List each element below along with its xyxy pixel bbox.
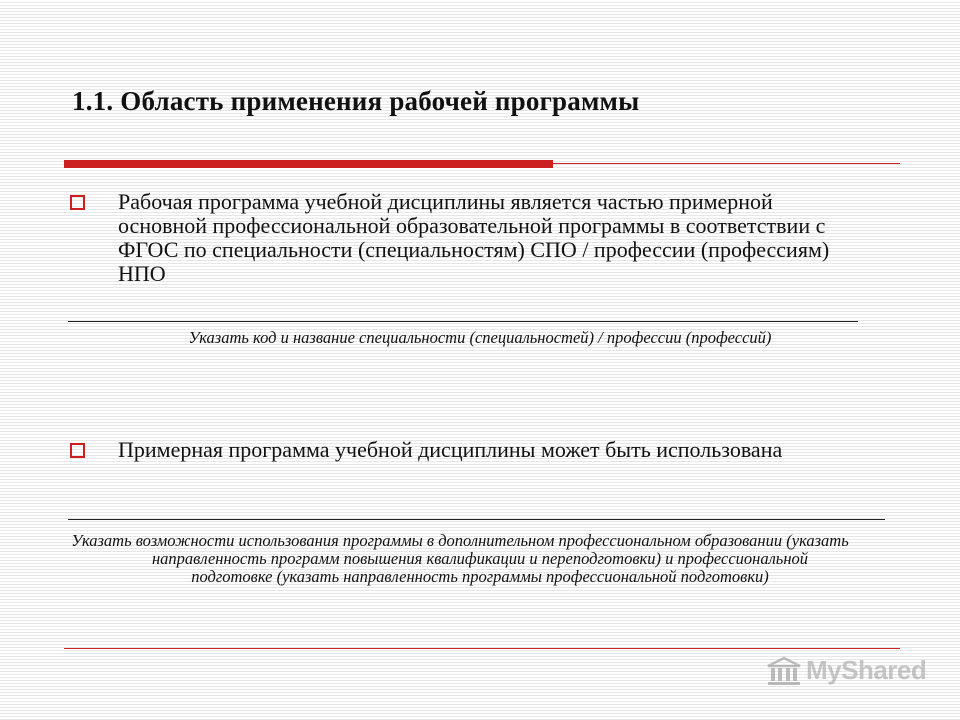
square-bullet-icon — [70, 443, 85, 458]
hint-text-2: Указать возможности использования программы в дополнительном профессиональном образовании (указать направленность программ повышения квалификации и переподготовки) и профессиональной подготовке (указать направленность программы профессиональной подготовки) — [71, 531, 849, 586]
bullet-text-2: Примерная программа учебной дисциплины может быть использована — [118, 437, 783, 462]
bottom-divider — [64, 648, 900, 649]
watermark-text: MyShared — [806, 655, 927, 685]
square-bullet-icon — [70, 195, 85, 210]
slide-title: 1.1. Область применения рабочей программы — [72, 86, 640, 116]
bullet-text-1: Рабочая программа учебной дисциплины является частью примерной основной профессиональной образовательной программы в соответствии с ФГОС по специальности (специальностям) СПО / профессии (профессиям) НПО — [118, 189, 830, 286]
title-underline-thick — [64, 160, 553, 168]
hint-text-1: Указать код и название специальности (специальностей) / профессии (профессий) — [188, 328, 772, 347]
fill-in-line-1 — [68, 321, 858, 322]
bullet-item-2 — [70, 438, 860, 462]
bullet-item-1 — [70, 190, 860, 286]
building-icon — [766, 656, 802, 686]
fill-in-line-2 — [68, 519, 885, 520]
watermark-logo — [766, 655, 926, 686]
title-underline — [64, 160, 900, 172]
